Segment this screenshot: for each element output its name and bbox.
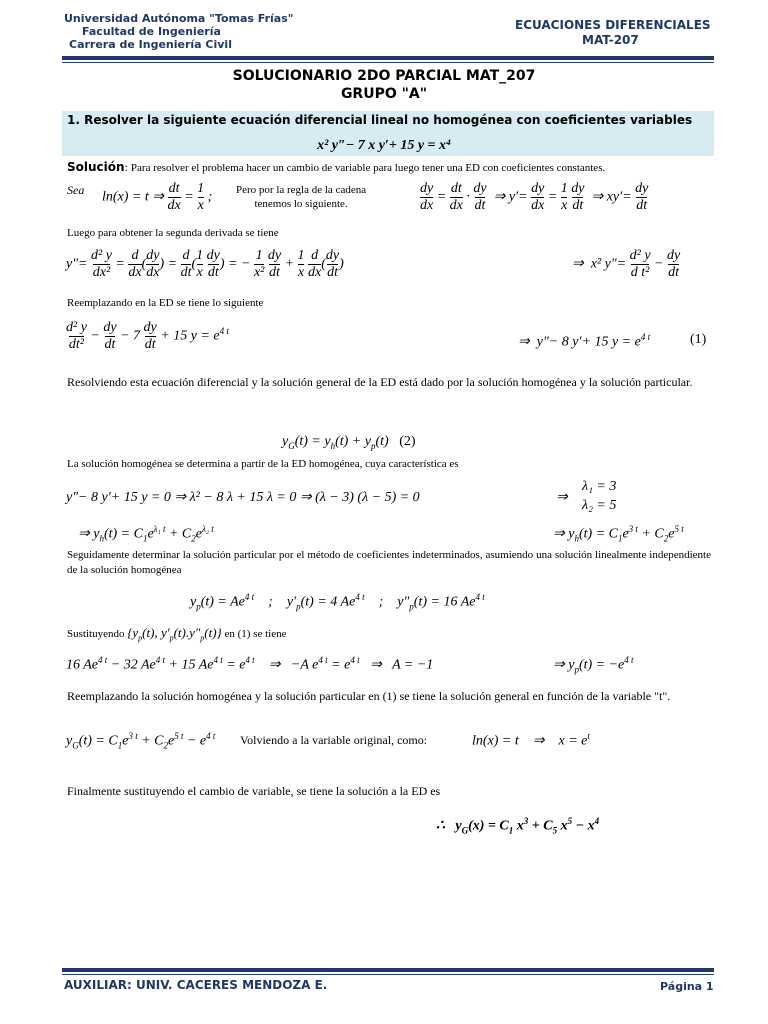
transformed-ed-result: ⇒ y″− 8 y′+ 15 $y = e^{4 t}$ <box>518 332 651 350</box>
university-name: Universidad Autónoma "Tomas Frías" <box>64 12 294 25</box>
homogeneous-text: La solución homogénea se determina a partir de la ED homogénea, cuya característica es <box>67 458 459 470</box>
footer-rule-thick <box>62 968 714 972</box>
footer-author: AUXILIAR: UNIV. CACERES MENDOZA E. <box>64 978 328 992</box>
solve-text: Resolviendo esta ecuación diferencial y la solución general de la ED está dado por la solución homogénea y la solución particular. <box>67 375 693 389</box>
chain-rule-eq: $\frac{dy}{dx}$ = $\frac{dt}{dx}$ · $\frac{dy}{dt}$ ⇒ y′= $\frac{dy}{dx}$ = $\frac{1}{x}$ $\frac{dy}{dt}$ ⇒ xy′= $\frac{dy}{dt}$ <box>420 181 649 213</box>
general-solution-t: $y_G(t) = C_1e^{3 t} + C_2e^{5 t} - e^{4 t}$ <box>66 731 216 751</box>
faculty-name: Facultad de Ingeniería <box>82 25 221 38</box>
page-title: SOLUCIONARIO 2DO PARCIAL MAT_207 <box>232 68 536 84</box>
second-derivative-eq: y″= $\frac{\text{d² y}}{\text{dx²}}$ = $\frac{d}{dx}$ ( $\frac{dy}{dx}$ ) = $\frac{d}{dt}$ ( $\frac{1}{x}$ $\frac{dy}{dt}$ ) = − $\frac{1}{\text{x²}}$ $\frac{dy}{dt}$ + $\frac{1}{x}$ $\frac{d}{dx}$ ( $\frac{dy}{dt}$ ) <box>66 248 344 280</box>
lambda-2: λ₂ = 5 <box>582 498 617 513</box>
back-substitution-eq: ln(x) = t ⇒ $x = e^t$ <box>472 731 590 749</box>
lambda-1: λ₁ = 3 <box>582 479 617 494</box>
solution-intro: Solución: Para resolver el problema hacer un cambio de variable para luego tener una ED con coeficientes constantes. <box>67 160 606 174</box>
homogeneous-general: ⇒ $y_h(t) = C_1e^{\lambda_1 t} + C_2e^{\lambda_2 t}$ <box>78 524 214 544</box>
sea-label: Sea <box>67 183 85 197</box>
problem-equation: x² y″− 7 x y′+ 15 y = x⁴ <box>317 138 451 153</box>
replace-text: Reemplazando en la ED se tiene lo siguiente <box>67 297 264 309</box>
final-text: Finalmente sustituyendo el cambio de variable, se tiene la solución a la ED es <box>67 784 441 798</box>
course-name: ECUACIONES DIFERENCIALES <box>515 18 711 32</box>
second-derivative-result: ⇒ x² y″= $\frac{\text{d² y}}{\text{d t²}}$ − $\frac{dy}{dt}$ <box>572 248 681 280</box>
final-solution: ∴ $y_G(x) = C_1$ $x^3 + C_5$ $x^5 - x^4$ <box>436 816 600 836</box>
substitution-text: Sustituyendo {$y_p(t)$, $y'_p(t).y''_p(t)$} en (1) se tiene <box>67 625 287 643</box>
characteristic-equation: y″− 8 y′+ 15 y = 0 ⇒ λ² − 8 λ + 15 λ = 0 ⇒ (λ − 3) (λ − 5) = 0 <box>66 490 420 505</box>
course-code: MAT-207 <box>582 33 639 47</box>
second-derivative-text: Luego para obtener la segunda derivada se tiene <box>67 227 279 239</box>
particular-result: ⇒ $y_p(t) = -e^{4 t}$ <box>553 655 634 675</box>
problem-statement: 1. Resolver la siguiente ecuación diferencial lineal no homogénea con coeficientes variables <box>67 113 693 127</box>
header-rule-thin <box>62 62 714 63</box>
career-name: Carrera de Ingeniería Civil <box>69 38 232 51</box>
solution-label: Solución <box>67 160 125 174</box>
chain-rule-note: Pero por la regla de la cadena tenemos lo siguiente. <box>236 184 367 210</box>
page-number: Página 1 <box>660 980 714 993</box>
particular-text: Seguidamente determinar la solución particular por el método de coeficientes indeterminados, asumiendo una solución linealmente independiente de la solución homogénea <box>67 549 711 576</box>
general-solution-form: $y_G(t) = y_h(t) + y_p(t)$ (2) <box>282 434 416 451</box>
particular-forms: $y_p(t) = Ae^{4 t}$ ; $y'_p(t) = 4$ $Ae^{4 t}$ ; $y''_p(t) = 16$ $Ae^{4 t}$ <box>190 592 485 612</box>
back-substitution-text: Volviendo a la variable original, como: <box>240 733 428 747</box>
transformed-ed: $\frac{\text{d² y}}{\text{dt²}}$ − $\frac{dy}{dt}$ − 7 $\frac{dy}{dt}$ + 15 $y = e^{4 t}$ <box>66 320 229 352</box>
substitution-eq: 16 $Ae^{4 t} - 32$ $Ae^{4 t} + 15$ $Ae^{4 t} = e^{4 t}$ ⇒ −A $e^{4 t} = e^{4 t}$ ⇒ A = −1 <box>66 655 434 673</box>
header-rule-thick <box>62 56 714 60</box>
general-text: Reemplazando la solución homogénea y la solución particular en (1) se tiene la solución general en función de la variable "t". <box>67 689 671 703</box>
equation-label-1: (1) <box>690 332 707 347</box>
footer-rule-thin <box>62 974 714 975</box>
homogeneous-specific: ⇒ $y_h(t) = C_1e^{3 t} + C_2e^{5 t}$ <box>553 524 684 544</box>
change-of-variable-eq: ln(x) = t ⇒ $\frac{dt}{dx}$ = $\frac{1}{x}$ ; <box>102 181 213 213</box>
roots-arrow: ⇒ <box>556 490 568 505</box>
page-subtitle: GRUPO "A" <box>340 86 428 102</box>
